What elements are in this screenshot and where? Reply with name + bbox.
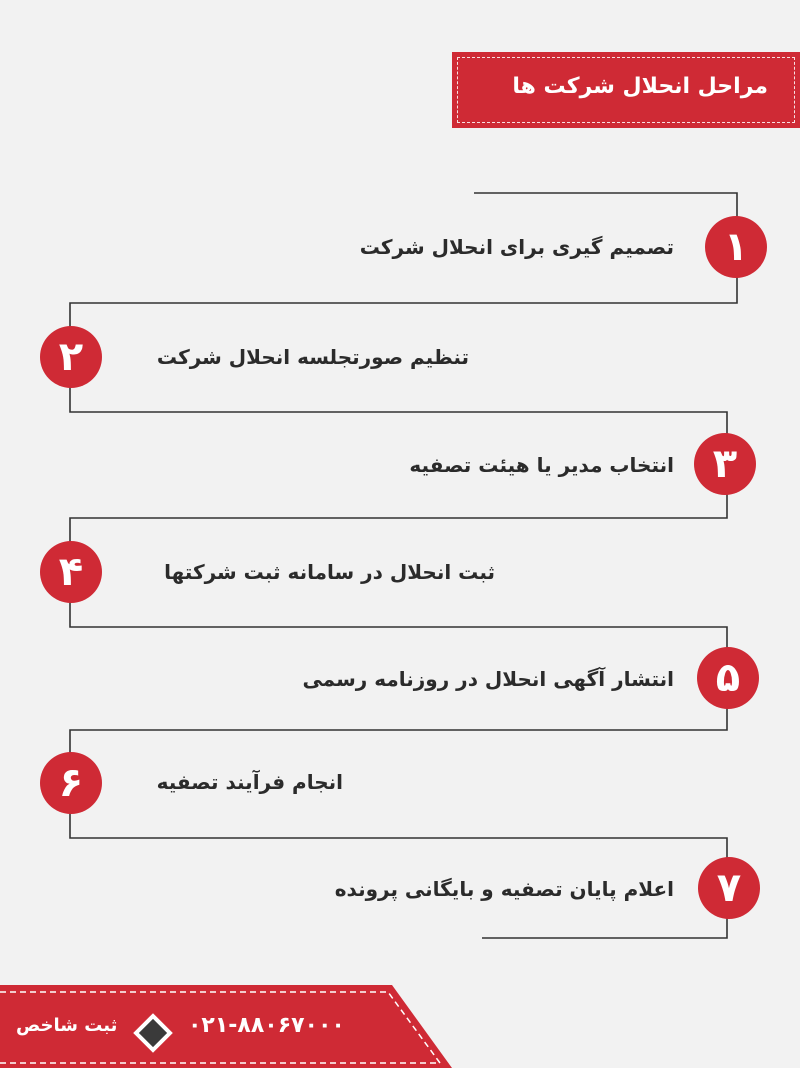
step-5-label: انتشار آگهی انحلال در روزنامه رسمی <box>302 667 674 691</box>
step-6-label: انجام فرآیند تصفیه <box>156 770 343 794</box>
step-4-label: ثبت انحلال در سامانه ثبت شرکتها <box>164 560 495 584</box>
step-2-label: تنظیم صورتجلسه انحلال شرکت <box>156 345 469 369</box>
step-3-badge: ۳ <box>694 433 756 495</box>
diamond-logo-icon <box>132 1012 174 1054</box>
footer-phone-number: ۰۲۱-۸۸۰۶۷۰۰۰ <box>188 1013 345 1038</box>
title-banner <box>452 52 800 128</box>
step-5-badge: ۵ <box>697 647 759 709</box>
step-2-badge: ۲ <box>40 326 102 388</box>
step-4-badge: ۴ <box>40 541 102 603</box>
step-1-badge: ۱ <box>705 216 767 278</box>
step-3-label: انتخاب مدیر یا هیئت تصفیه <box>409 453 674 477</box>
step-7-badge: ۷ <box>698 857 760 919</box>
step-7-label: اعلام پایان تصفیه و بایگانی پرونده <box>334 877 674 901</box>
page-title: مراحل انحلال شرکت ها <box>512 74 768 99</box>
footer-brand-name: ثبت شاخص <box>16 1015 118 1036</box>
step-1-label: تصمیم گیری برای انحلال شرکت <box>359 235 674 259</box>
step-6-badge: ۶ <box>40 752 102 814</box>
